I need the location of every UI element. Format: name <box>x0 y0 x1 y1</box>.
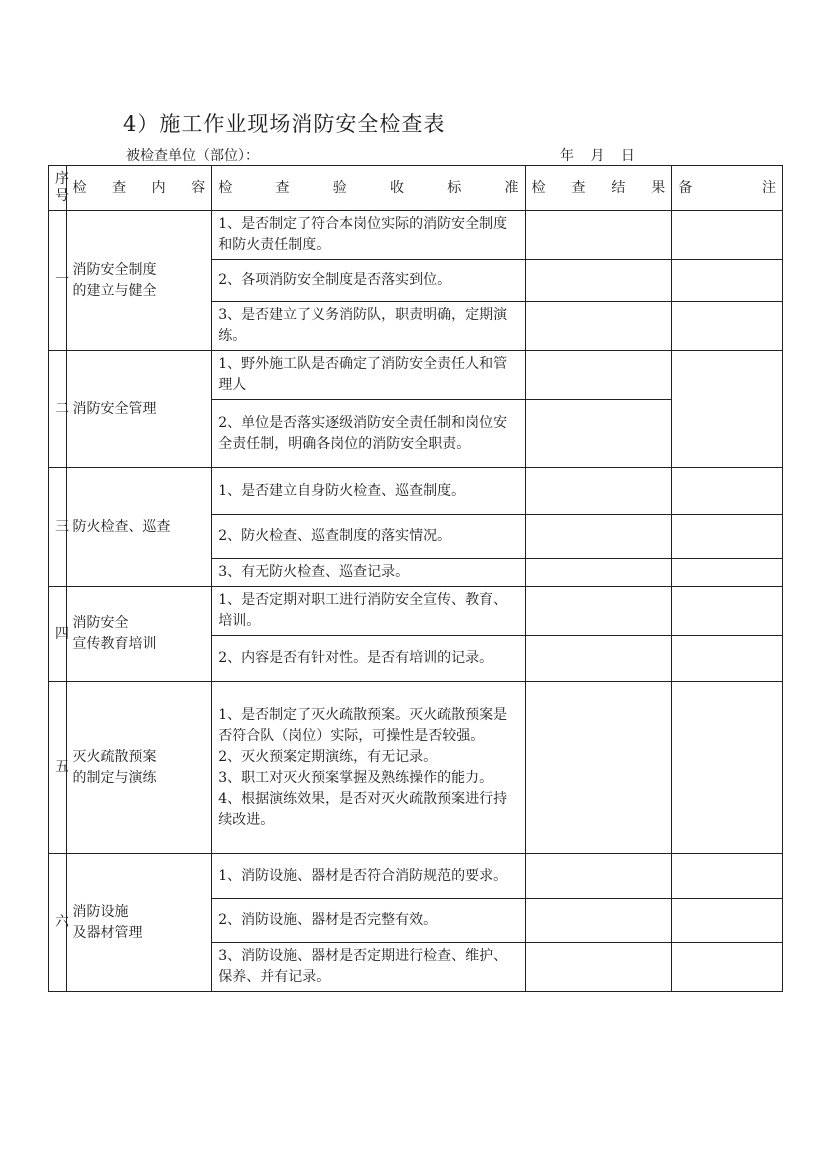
header-note: 备 注 <box>672 166 783 211</box>
note-cell[interactable] <box>672 515 783 559</box>
note-cell[interactable] <box>672 636 783 682</box>
criteria-cell: 1、是否建立自身防火检查、巡查制度。 <box>212 468 525 515</box>
criteria-cell: 3、是否建立了义务消防队，职责明确，定期演练。 <box>212 302 525 351</box>
result-cell[interactable] <box>525 515 672 559</box>
date-day-label: 日 <box>620 148 635 164</box>
table-row <box>49 587 783 636</box>
criteria-cell: 1、野外施工队是否确定了消防安全责任人和管理人 <box>212 351 525 400</box>
criteria-cell: 2、防火检查、巡查制度的落实情况。 <box>212 515 525 559</box>
result-cell[interactable] <box>525 559 672 587</box>
section-item: 灭火疏散预案 的制定与演练 <box>66 682 212 854</box>
criteria-cell: 3、消防设施、器材是否定期进行检查、维护、保养、并有记录。 <box>212 943 525 992</box>
section-number: 四 <box>49 587 67 682</box>
section-item: 消防安全管理 <box>66 351 212 468</box>
note-cell[interactable] <box>672 211 783 260</box>
date-month-label: 月 <box>590 148 605 164</box>
result-cell[interactable] <box>525 351 672 400</box>
section-item: 消防设施 及器材管理 <box>66 854 212 992</box>
result-cell[interactable] <box>525 682 672 854</box>
table-row <box>49 468 783 515</box>
note-cell[interactable] <box>672 943 783 992</box>
note-cell[interactable] <box>672 468 783 515</box>
result-cell[interactable] <box>525 587 672 636</box>
result-cell[interactable] <box>525 260 672 302</box>
table-header-row <box>49 166 783 211</box>
page-title: 4）施工作业现场消防安全检查表 <box>123 112 446 136</box>
criteria-cell: 1、消防设施、器材是否符合消防规范的要求。 <box>212 854 525 899</box>
date-fields <box>560 145 635 165</box>
criteria-cell: 2、内容是否有针对性。是否有培训的记录。 <box>212 636 525 682</box>
section-number: 六 <box>49 854 67 992</box>
result-cell[interactable] <box>525 943 672 992</box>
header-content: 检 查 内 容 <box>66 166 212 211</box>
section-item: 消防安全制度 的建立与健全 <box>66 211 212 351</box>
criteria-cell: 1、是否制定了符合本岗位实际的消防安全制度和防火责任制度。 <box>212 211 525 260</box>
result-cell[interactable] <box>525 468 672 515</box>
section-number: 二 <box>49 351 67 468</box>
table-row <box>49 854 783 899</box>
date-year-label: 年 <box>560 148 574 164</box>
result-cell[interactable] <box>525 211 672 260</box>
inspection-table <box>48 165 783 992</box>
table-row <box>49 351 783 400</box>
result-cell[interactable] <box>525 636 672 682</box>
criteria-cell: 1、是否定期对职工进行消防安全宣传、教育、培训。 <box>212 587 525 636</box>
result-cell[interactable] <box>525 854 672 899</box>
section-number: 三 <box>49 468 67 587</box>
result-cell[interactable] <box>525 302 672 351</box>
note-cell[interactable] <box>672 351 783 468</box>
note-cell[interactable] <box>672 302 783 351</box>
criteria-cell: 3、有无防火检查、巡查记录。 <box>212 559 525 587</box>
result-cell[interactable] <box>525 400 672 468</box>
header-standard: 检 查 验 收 标 准 <box>212 166 525 211</box>
note-cell[interactable] <box>672 854 783 899</box>
criteria-cell: 2、消防设施、器材是否完整有效。 <box>212 899 525 943</box>
note-cell[interactable] <box>672 559 783 587</box>
header-result: 检 查 结 果 <box>525 166 672 211</box>
section-item: 防火检查、巡查 <box>66 468 212 587</box>
inspected-unit-label: 被检查单位（部位）： <box>126 148 259 164</box>
header-seq: 序 号 <box>49 166 67 211</box>
table-row <box>49 682 783 854</box>
result-cell[interactable] <box>525 899 672 943</box>
criteria-cell: 2、单位是否落实逐级消防安全责任制和岗位安全责任制，明确各岗位的消防安全职责。 <box>212 400 525 468</box>
table-row <box>49 211 783 260</box>
criteria-cell: 2、各项消防安全制度是否落实到位。 <box>212 260 525 302</box>
section-number: 一 <box>49 211 67 351</box>
section-item: 消防安全 宣传教育培训 <box>66 587 212 682</box>
note-cell[interactable] <box>672 899 783 943</box>
criteria-cell: 1、是否制定了灭火疏散预案。灭火疏散预案是否符合队（岗位）实际，可操性是否较强。 2、灭火预案定期演练，有无记录。 3、职工对灭火预案掌握及熟练操作的能力。 4、根据演练效果，是否对灭火疏散预案进行持续改进。 <box>212 682 525 854</box>
note-cell[interactable] <box>672 260 783 302</box>
section-number: 五 <box>49 682 67 854</box>
note-cell[interactable] <box>672 587 783 636</box>
note-cell[interactable] <box>672 682 783 854</box>
